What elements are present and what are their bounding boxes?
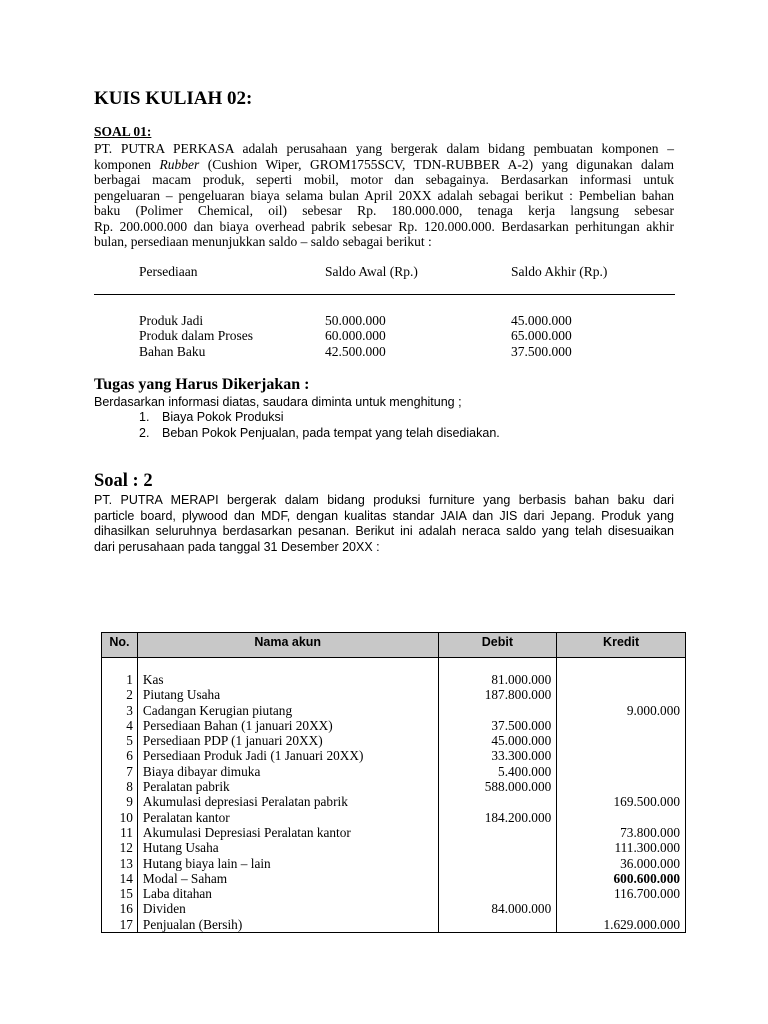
table-row: [102, 917, 686, 933]
row-account-name: Modal – Saham: [137, 871, 438, 886]
row-number: 1: [102, 672, 138, 687]
row-debit: [438, 840, 557, 855]
table-row: [102, 764, 686, 779]
header-debit: Debit: [438, 633, 557, 658]
rubber-italic: Rubber: [159, 156, 200, 172]
row-number: 2: [102, 687, 138, 702]
soal1-line-2-prefix: komponen: [94, 156, 151, 172]
soal1-paragraph: [94, 141, 674, 250]
row-number: 16: [102, 901, 138, 916]
row-kredit: [557, 764, 686, 779]
row-account-name: Peralatan kantor: [137, 810, 438, 825]
document-title: KUIS KULIAH 02:: [94, 88, 253, 109]
row-number: 5: [102, 733, 138, 748]
header-no: No.: [102, 633, 138, 658]
table-row: [102, 779, 686, 794]
row-account-name: Biaya dibayar dimuka: [137, 764, 438, 779]
row-account-name: Hutang Usaha: [137, 840, 438, 855]
row-kredit: 36.000.000: [557, 856, 686, 871]
row-account-name: Piutang Usaha: [137, 687, 438, 702]
task-number: 2.: [139, 426, 150, 440]
row-kredit: [557, 901, 686, 916]
table-row: [102, 871, 686, 886]
row-account-name: Persediaan PDP (1 januari 20XX): [137, 733, 438, 748]
soal1-line-2-rest: (Cushion Wiper, GROM1755SCV, TDN-RUBBER A-2) yang digunakan dalam: [207, 156, 675, 172]
row-number: 7: [102, 764, 138, 779]
soal1-heading: SOAL 01:: [94, 124, 152, 139]
row-account-name: Penjualan (Bersih): [137, 917, 438, 933]
row-number: 3: [102, 703, 138, 718]
row-debit: 84.000.000: [438, 901, 557, 916]
row-number: 8: [102, 779, 138, 794]
row-number: 12: [102, 840, 138, 855]
row-kredit: [557, 810, 686, 825]
row-debit: [438, 703, 557, 718]
table-spacer-row: [102, 658, 686, 673]
task-intro: Berdasarkan informasi diatas, saudara diminta untuk menghitung ;: [94, 395, 462, 409]
row-account-name: Kas: [137, 672, 438, 687]
table-row: [102, 825, 686, 840]
row-debit: [438, 886, 557, 901]
row-account-name: Persediaan Bahan (1 januari 20XX): [137, 718, 438, 733]
row-number: 11: [102, 825, 138, 840]
inventory-row-name: Produk dalam Proses: [139, 328, 253, 343]
table-row: [102, 856, 686, 871]
row-number: 4: [102, 718, 138, 733]
inventory-header-akhir: Saldo Akhir (Rp.): [511, 264, 608, 279]
row-kredit: 1.629.000.000: [557, 917, 686, 933]
soal2-line-1: PT. PUTRA MERAPI bergerak dalam bidang produksi furniture yang berbasis bahan baku dari: [94, 493, 674, 507]
trial-balance-table: [101, 632, 686, 933]
task-text: Beban Pokok Penjualan, pada tempat yang telah disediakan.: [162, 426, 500, 440]
row-account-name: Laba ditahan: [137, 886, 438, 901]
row-debit: 184.200.000: [438, 810, 557, 825]
table-row: [102, 794, 686, 809]
row-kredit: [557, 672, 686, 687]
soal1-line-2: [94, 157, 674, 173]
row-debit: [438, 794, 557, 809]
header-kredit: Kredit: [557, 633, 686, 658]
row-account-name: Cadangan Kerugian piutang: [137, 703, 438, 718]
row-debit: 33.300.000: [438, 748, 557, 763]
soal1-line-7: bulan, persediaan menunjukkan saldo – saldo sebagai berikut :: [94, 234, 432, 249]
inventory-row-awal: 42.500.000: [325, 344, 386, 359]
row-kredit: 116.700.000: [557, 886, 686, 901]
soal1-line-3: berbagai macam produk, seperti mobil, motor dan sebagainya. Berdasarkan informasi untuk: [94, 172, 674, 187]
inventory-divider: [94, 294, 675, 295]
task-text: Biaya Pokok Produksi: [162, 410, 284, 424]
table-row: [102, 703, 686, 718]
inventory-header-persediaan: Persediaan: [139, 264, 198, 279]
table-header-row: [102, 633, 686, 658]
row-kredit: [557, 687, 686, 702]
row-kredit: [557, 733, 686, 748]
soal1-line-4: pengeluaran – pengeluaran biaya selama bulan April 20XX adalah sebagai berikut : Pembelian bahan: [94, 187, 674, 203]
inventory-row-awal: 60.000.000: [325, 328, 386, 343]
table-row: [102, 733, 686, 748]
row-debit: 5.400.000: [438, 764, 557, 779]
soal2-line-2: particle board, plywood dan MDF, dengan kualitas standar JAIA dan JIS dari Jepang. Produk yang: [94, 508, 674, 523]
row-number: 15: [102, 886, 138, 901]
inventory-row-akhir: 65.000.000: [511, 328, 572, 343]
row-number: 14: [102, 871, 138, 886]
row-kredit: 600.600.000: [557, 871, 686, 886]
row-account-name: Persediaan Produk Jadi (1 Januari 20XX): [137, 748, 438, 763]
row-kredit: [557, 718, 686, 733]
table-row: [102, 810, 686, 825]
row-kredit: 73.800.000: [557, 825, 686, 840]
row-debit: [438, 856, 557, 871]
row-account-name: Akumulasi depresiasi Peralatan pabrik: [137, 794, 438, 809]
inventory-row-akhir: 45.000.000: [511, 313, 572, 328]
inventory-row-akhir: 37.500.000: [511, 344, 572, 359]
row-number: 6: [102, 748, 138, 763]
soal2-heading: Soal : 2: [94, 471, 153, 491]
row-debit: 45.000.000: [438, 733, 557, 748]
inventory-row-name: Produk Jadi: [139, 313, 204, 328]
row-number: 17: [102, 917, 138, 933]
table-row: [102, 718, 686, 733]
row-kredit: [557, 748, 686, 763]
inventory-row-awal: 50.000.000: [325, 313, 386, 328]
row-debit: [438, 871, 557, 886]
soal2-line-3: dihasilkan seluruhnya berdasarkan pesanan. Berikut ini adalah neraca saldo yang telah disesuaikan: [94, 524, 674, 538]
header-nama-akun: Nama akun: [137, 633, 438, 658]
row-debit: 81.000.000: [438, 672, 557, 687]
row-kredit: 9.000.000: [557, 703, 686, 718]
row-number: 13: [102, 856, 138, 871]
table-row: [102, 748, 686, 763]
row-debit: 37.500.000: [438, 718, 557, 733]
task-number: 1.: [139, 410, 150, 424]
row-debit: [438, 917, 557, 933]
row-account-name: Akumulasi Depresiasi Peralatan kantor: [137, 825, 438, 840]
soal2-paragraph: [94, 493, 674, 555]
row-kredit: [557, 779, 686, 794]
soal1-line-1: PT. PUTRA PERKASA adalah perusahaan yang bergerak dalam bidang pembuatan komponen –: [94, 141, 674, 156]
table-row: [102, 672, 686, 687]
row-number: 9: [102, 794, 138, 809]
table-row: [102, 886, 686, 901]
soal2-line-4: dari perusahaan pada tanggal 31 Desember 20XX :: [94, 539, 380, 554]
table-row: [102, 901, 686, 916]
inventory-header-awal: Saldo Awal (Rp.): [325, 264, 418, 279]
row-account-name: Dividen: [137, 901, 438, 916]
task-heading: Tugas yang Harus Dikerjakan :: [94, 376, 310, 393]
row-debit: 588.000.000: [438, 779, 557, 794]
soal1-line-6: Rp. 200.000.000 dan biaya overhead pabrik sebesar Rp. 120.000.000. Berdasarkan perhitungan akhir: [94, 218, 674, 234]
row-account-name: Peralatan pabrik: [137, 779, 438, 794]
row-debit: [438, 825, 557, 840]
row-number: 10: [102, 810, 138, 825]
soal1-line-5: baku (Polimer Chemical, oil) sebesar Rp. 180.000.000, tenaga kerja langsung sebesar: [94, 203, 674, 218]
row-debit: 187.800.000: [438, 687, 557, 702]
row-kredit: 111.300.000: [557, 840, 686, 855]
inventory-row-name: Bahan Baku: [139, 344, 206, 359]
table-row: [102, 840, 686, 855]
row-kredit: 169.500.000: [557, 794, 686, 809]
table-row: [102, 687, 686, 702]
row-account-name: Hutang biaya lain – lain: [137, 856, 438, 871]
